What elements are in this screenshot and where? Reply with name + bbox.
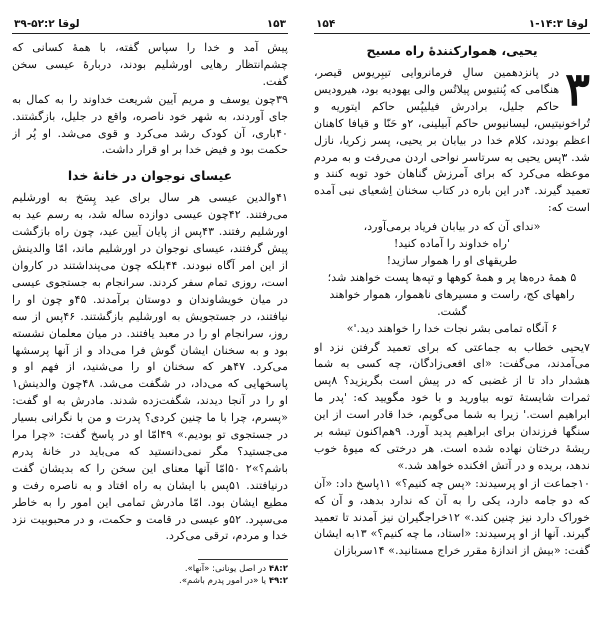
- right-page: [314, 0, 590, 626]
- paragraph: ۴۱والدین عیسی هر سال برای عید پِسَخ به اورشلیم می‌رفتند. ۴۲چون عیسی دوازده ساله شد، به رسم عید به اورشلیم رفتند. ۴۳پس از پایان آیین عید، چون راه بازگشت پیش گرفتند، عیسای نوجوان در اورشلیم ماند، امّا والدینش از این امر آگاه نبودند. ۴۴بلکه چون می‌پنداشتند در کاروان است، روزی تمام سفر کردند. سرانجام به جستجوی عیسی در میان خویشاوندان و دوستان برآمدند. ۴۵و چون او را نیافتند، در جستجویش به اورشلیم بازگشتند. ۴۶پس از سه روز، سرانجام او را در معبد یافتند. در میان معلمان نشسته بود و به سخنان ایشان گوش فرا می‌داد و از آنها پرسشها می‌کرد. ۴۷هر که سخنان او را می‌شنید، از فهم او و پاسخهایی که می‌داد، در شگفت می‌شد. ۴۸چون والدینش۱ او را در آنجا دیدند، شگفت‌زده شدند. مادرش به او گفت: «پسرم، چرا با ما چنین کردی؟ پدرت و من با نگرانی بسیار در جستجوی تو بودیم.» ۴۹امّا او در پاسخ گفت: «چرا مرا می‌جستید؟ مگر نمی‌دانستید که می‌باید در خانهٔ پدرم باشم؟»۲ ۵۰امّا آنها معنای این سخن را که بدیشان گفت درنیافتند. ۵۱پس با ایشان به راه افتاد و به ناصره رفت و مطیع ایشان بود. امّا مادرش تمامی این امور را به خاطر می‌سپرد. ۵۲و عیسی در قامت و حکمت، و در محبوبیت نزد خدا و مردم، ترقی می‌کرد.: [12, 191, 288, 543]
- poem-line: 'راه خداوند را آماده کنید!: [393, 237, 511, 251]
- section-heading: عیسای نوجوان در خانهٔ خدا: [67, 168, 233, 184]
- section-heading: یحیی، هموارکنندهٔ راه مسیح: [366, 43, 538, 58]
- footnote-text: یا «در امور پدرم باشم».: [179, 576, 267, 587]
- chapter-number: ۳: [565, 62, 590, 116]
- poem-line: راههای کج، راست و مسیرهای ناهموار، هموار خواهند گشت.: [329, 287, 575, 318]
- right-page-text: [314, 62, 590, 560]
- left-page-text: [12, 40, 288, 159]
- running-title: لوقا ۲:‏۳۹-۵۲: [14, 18, 80, 30]
- paragraph: ۱۰جماعت از او پرسیدند: «پس چه کنیم؟» ۱۱پاسخ داد: «آن که دو جامه دارد، یکی را به آن که ندارد بدهد، و آن که خوراک دارد نیز چنین کند.» ۱۲خراجگیران نیز آمدند تا تعمید گیرند. آنها از او پرسیدند: «استاد، ما چه کنیم؟» ۱۳به ایشان گفت: «بیش از اندازهٔ مقرر خراج مستانید.» ۱۴سربازان: [314, 476, 590, 558]
- footnote-divider: [198, 559, 288, 560]
- poem-line: ۶ آنگاه تمامی بشر نجات خدا را خواهند دید.'»: [346, 321, 558, 335]
- left-page-text-2: [12, 190, 288, 545]
- running-title: لوقا ۳:‏۱-۱۴: [528, 18, 588, 30]
- footnote: [12, 575, 288, 587]
- footnote-ref: ۴۸:۲: [268, 564, 288, 575]
- page-number: ۱۵۳: [266, 18, 286, 30]
- footnote: [12, 563, 288, 575]
- poem-line: ۵ همهٔ دره‌ها پر و همهٔ کوهها و تپه‌ها پست خواهند شد؛: [327, 270, 577, 284]
- footnote-text: در اصل یونانی: «آنها».: [184, 564, 267, 575]
- left-page: [12, 0, 288, 626]
- paragraph: پیش آمد و خدا را سپاس گفته، با همهٔ کسانی که چشم‌انتظار رهایی اورشلیم بودند، دربارهٔ عیسی سخن گفت.: [12, 41, 288, 88]
- poem-quote: [314, 219, 590, 337]
- page-gutter: [299, 0, 300, 626]
- paragraph: ۳۹چون یوسف و مریم آیین شریعت خداوند را به کمال به جای آوردند، به شهر خود ناصره، واقع در جلیل، بازگشتند. ۴۰باری، آن کودک رشد می‌کرد و قوی می‌شد. او پُر از حکمت بود و فیض خدا بر او قرار داشت.: [12, 92, 288, 157]
- paragraph: در پانزدهمین سالِ فرمانروایی تیبِریوس قیصر، هنگامی که پُنتیوس پیلاتُس والی یهودیه بود، هیرودیس حاکم جلیل، برادرش فیلیپُس حاکم ایتوریه و تُراخونیتیس، لیسانیوس حاکم آبیلینی، ۲و حَنّا و قیافا کاهنان اعظم بودند، کلام خدا در بیابان بر یحیی، پسر زکریا، نازل شد. ۳پس یحیی به سرتاسر نواحی اردن می‌رفت و به مردم موعظه می‌کرد که برای آمرزش گناهان خود توبه کنند و تعمید گیرند. ۴در این باره در کتاب سخنان اِشعیای نبی آمده است که:: [314, 66, 590, 215]
- right-page-header: [314, 8, 590, 34]
- left-page-header: [12, 8, 288, 34]
- footnote-ref: ۴۹:۲: [268, 576, 288, 587]
- paragraph: ۷یحیی خطاب به جماعتی که برای تعمید گرفتن نزد او می‌آمدند، می‌گفت: «ای افعی‌زادگان، چه کسی به شما هشدار داد تا از غضبی که در پیش است بگریزید؟ ۸پس ثمرات شایستهٔ توبه بیاورید و با خود مگویید که: 'پدر ما ابراهیم است.' زیرا به شما می‌گویم، خدا قادر است از این سنگها فرزندان برای ابراهیم پدید آورد. ۹هم‌اکنون تیشه بر ریشهٔ درختان نهاده شده است. هر درختی که میوهٔ خوب ندهد، بریده و در آتش افکنده خواهد شد.»: [314, 340, 590, 472]
- poem-line: طریقهای او را هموار سازید!: [386, 253, 518, 267]
- page-number: ۱۵۴: [316, 18, 336, 30]
- poem-line: «ندای آن که در بیابان فریاد برمی‌آورد،: [363, 220, 541, 234]
